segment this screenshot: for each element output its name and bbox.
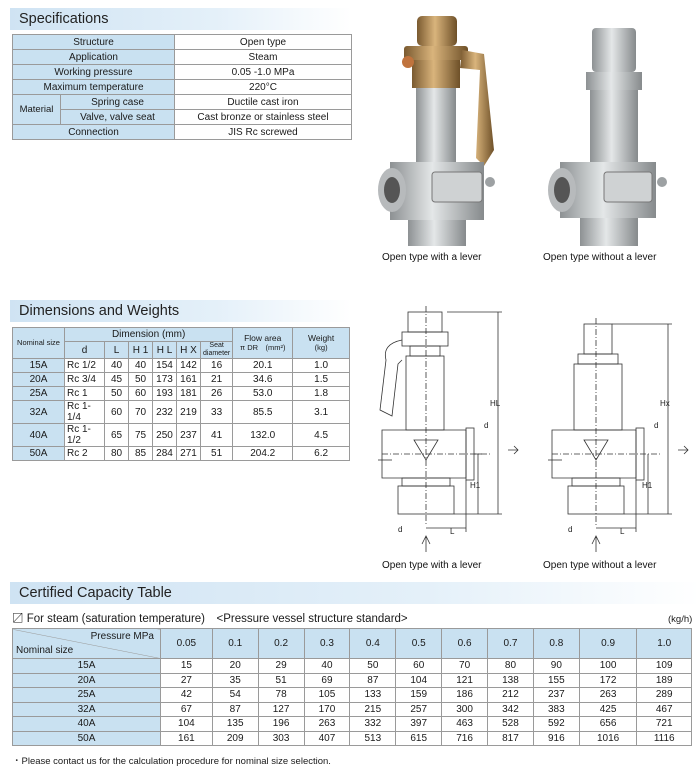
dim-cell-HL: 193 — [153, 387, 177, 401]
dimensions-table — [12, 327, 350, 461]
capacity-value: 513 — [350, 731, 396, 746]
dim-cell-d: Rc 1-1/4 — [65, 401, 105, 424]
label-L-b: L — [620, 527, 625, 536]
size-header: Nominal size — [16, 645, 74, 656]
dim-cell-HX: 181 — [177, 387, 201, 401]
dim-cell-size: 25A — [13, 387, 65, 401]
pressure-column-header: 0.1 — [212, 629, 258, 659]
capacity-value: 109 — [637, 659, 692, 674]
capacity-value: 87 — [212, 702, 258, 717]
dimension-row — [13, 387, 350, 401]
capacity-value: 100 — [579, 659, 637, 674]
valve-with-lever-photo — [372, 10, 502, 250]
dim-cell-L: 40 — [105, 359, 129, 373]
capacity-value: 138 — [488, 673, 534, 688]
capacity-value: 528 — [488, 717, 534, 732]
dimension-drawings — [362, 300, 692, 560]
dim-cell-H1: 50 — [129, 373, 153, 387]
drawing-labels — [398, 399, 670, 536]
dim-cell-H1: 40 — [129, 359, 153, 373]
capacity-value: 50 — [350, 659, 396, 674]
dim-cell-L: 50 — [105, 387, 129, 401]
capacity-value: 51 — [258, 673, 304, 688]
dimension-row — [13, 373, 350, 387]
dim-cell-HX: 271 — [177, 447, 201, 461]
spec-value: Ductile cast iron — [175, 95, 352, 110]
label-H1: H1 — [470, 481, 481, 490]
capacity-value: 20 — [212, 659, 258, 674]
pressure-column-header: 0.6 — [442, 629, 488, 659]
dim-cell-seat: 26 — [201, 387, 233, 401]
capacity-value: 170 — [304, 702, 350, 717]
dimensions-title: Dimensions and Weights — [10, 300, 352, 322]
capacity-value: 127 — [258, 702, 304, 717]
valve-without-lever-photo — [540, 20, 670, 250]
dim-cell-seat: 21 — [201, 373, 233, 387]
capacity-value: 215 — [350, 702, 396, 717]
capacity-size: 25A — [13, 688, 161, 703]
dim-cell-d: Rc 1/2 — [65, 359, 105, 373]
dim-cell-HL: 284 — [153, 447, 177, 461]
pressure-column-header: 0.4 — [350, 629, 396, 659]
col-seat-header: Seat diameter — [201, 342, 233, 359]
dim-cell-seat: 41 — [201, 424, 233, 447]
spec-label: Connection — [13, 125, 175, 140]
capacity-value: 90 — [533, 659, 579, 674]
capacity-table — [12, 628, 692, 746]
flow-area-header: Flow area π DR (mm²) — [233, 328, 293, 359]
pressure-column-header: 0.7 — [488, 629, 534, 659]
capacity-value: 15 — [161, 659, 213, 674]
spec-label: Valve, valve seat — [61, 110, 175, 125]
material-label: Material — [13, 95, 61, 125]
capacity-value: 186 — [442, 688, 488, 703]
photo-caption-without-lever: Open type without a lever — [543, 252, 657, 263]
dim-cell-HL: 173 — [153, 373, 177, 387]
capacity-value: 257 — [396, 702, 442, 717]
dim-cell-size: 20A — [13, 373, 65, 387]
dim-cell-d: Rc 3/4 — [65, 373, 105, 387]
dim-cell-weight: 3.1 — [293, 401, 350, 424]
photo-caption-with-lever: Open type with a lever — [382, 252, 482, 263]
spec-label: Application — [13, 50, 175, 65]
dim-cell-flow: 85.5 — [233, 401, 293, 424]
capacity-value: 189 — [637, 673, 692, 688]
capacity-value: 463 — [442, 717, 488, 732]
spec-row — [13, 110, 352, 125]
dim-cell-seat: 16 — [201, 359, 233, 373]
capacity-value: 397 — [396, 717, 442, 732]
capacity-value: 1016 — [579, 731, 637, 746]
capacity-value: 1116 — [637, 731, 692, 746]
col-HX-header: H X — [177, 342, 201, 359]
label-HX: Hx — [660, 399, 670, 408]
spec-row — [13, 80, 352, 95]
pressure-column-header: 1.0 — [637, 629, 692, 659]
col-HL-header: H L — [153, 342, 177, 359]
spec-label: Maximum temperature — [13, 80, 175, 95]
specifications-table — [12, 34, 352, 140]
spec-value: 0.05 -1.0 MPa — [175, 65, 352, 80]
label-d-right: d — [484, 421, 489, 430]
dim-cell-seat: 51 — [201, 447, 233, 461]
dim-cell-d: Rc 1 — [65, 387, 105, 401]
capacity-value: 300 — [442, 702, 488, 717]
capacity-value: 916 — [533, 731, 579, 746]
capacity-row — [13, 717, 692, 732]
capacity-value: 592 — [533, 717, 579, 732]
pressure-column-header: 0.2 — [258, 629, 304, 659]
capacity-row — [13, 731, 692, 746]
capacity-value: 263 — [579, 688, 637, 703]
capacity-value: 332 — [350, 717, 396, 732]
capacity-value: 78 — [258, 688, 304, 703]
capacity-row — [13, 659, 692, 674]
capacity-row — [13, 673, 692, 688]
dim-cell-HX: 219 — [177, 401, 201, 424]
capacity-value: 27 — [161, 673, 213, 688]
capacity-value: 121 — [442, 673, 488, 688]
capacity-value: 615 — [396, 731, 442, 746]
capacity-value: 155 — [533, 673, 579, 688]
capacity-value: 161 — [161, 731, 213, 746]
spec-row — [13, 65, 352, 80]
drawing-caption-without-lever: Open type without a lever — [543, 560, 657, 571]
dim-cell-flow: 132.0 — [233, 424, 293, 447]
col-d-header: d — [65, 342, 105, 359]
capacity-value: 383 — [533, 702, 579, 717]
spec-row — [13, 95, 352, 110]
capacity-value: 303 — [258, 731, 304, 746]
capacity-value: 407 — [304, 731, 350, 746]
spec-row — [13, 125, 352, 140]
capacity-value: 133 — [350, 688, 396, 703]
capacity-value: 656 — [579, 717, 637, 732]
pressure-header: Pressure MPa — [90, 631, 154, 642]
dim-cell-L: 60 — [105, 401, 129, 424]
dim-cell-HL: 250 — [153, 424, 177, 447]
dim-cell-HX: 161 — [177, 373, 201, 387]
dim-cell-H1: 85 — [129, 447, 153, 461]
capacity-value: 42 — [161, 688, 213, 703]
dim-cell-weight: 6.2 — [293, 447, 350, 461]
label-d-bottom-b: d — [568, 525, 573, 534]
capacity-row — [13, 702, 692, 717]
dim-cell-flow: 20.1 — [233, 359, 293, 373]
dim-cell-size: 32A — [13, 401, 65, 424]
capacity-value: 104 — [161, 717, 213, 732]
dim-cell-flow: 34.6 — [233, 373, 293, 387]
capacity-value: 237 — [533, 688, 579, 703]
dim-cell-weight: 1.5 — [293, 373, 350, 387]
label-d-bottom: d — [398, 525, 403, 534]
capacity-title: Certified Capacity Table — [10, 582, 700, 604]
label-H1-b: H1 — [642, 481, 653, 490]
capacity-value: 159 — [396, 688, 442, 703]
capacity-size: 40A — [13, 717, 161, 732]
dim-cell-flow: 53.0 — [233, 387, 293, 401]
dimension-row — [13, 359, 350, 373]
capacity-subtitle: 〼 For steam (saturation temperature) <Pressure vessel structure standard> — [12, 613, 408, 625]
capacity-value: 104 — [396, 673, 442, 688]
capacity-unit: (kg/h) — [668, 614, 693, 625]
label-L: L — [450, 527, 455, 536]
dim-cell-HX: 237 — [177, 424, 201, 447]
capacity-value: 60 — [396, 659, 442, 674]
capacity-value: 40 — [304, 659, 350, 674]
capacity-note: ・Please contact us for the calculation procedure for nominal size selection. — [12, 756, 331, 767]
spec-label: Spring case — [61, 95, 175, 110]
dim-cell-seat: 33 — [201, 401, 233, 424]
capacity-value: 196 — [258, 717, 304, 732]
spec-value: JIS Rc screwed — [175, 125, 352, 140]
dim-cell-HX: 142 — [177, 359, 201, 373]
capacity-value: 69 — [304, 673, 350, 688]
dim-cell-size: 50A — [13, 447, 65, 461]
capacity-value: 54 — [212, 688, 258, 703]
dim-cell-L: 45 — [105, 373, 129, 387]
pressure-column-header: 0.8 — [533, 629, 579, 659]
dim-cell-H1: 70 — [129, 401, 153, 424]
capacity-row — [13, 688, 692, 703]
capacity-value: 135 — [212, 717, 258, 732]
dim-cell-d: Rc 2 — [65, 447, 105, 461]
dim-cell-size: 40A — [13, 424, 65, 447]
spec-row — [13, 35, 352, 50]
capacity-value: 289 — [637, 688, 692, 703]
dim-cell-d: Rc 1-1/2 — [65, 424, 105, 447]
capacity-value: 80 — [488, 659, 534, 674]
capacity-value: 212 — [488, 688, 534, 703]
pressure-column-header: 0.05 — [161, 629, 213, 659]
dim-cell-H1: 75 — [129, 424, 153, 447]
capacity-corner-header — [13, 629, 161, 659]
capacity-value: 87 — [350, 673, 396, 688]
drawing-caption-with-lever: Open type with a lever — [382, 560, 482, 571]
dim-cell-weight: 4.5 — [293, 424, 350, 447]
nominal-size-header: Nominal size — [13, 328, 65, 359]
dim-cell-size: 15A — [13, 359, 65, 373]
capacity-value: 817 — [488, 731, 534, 746]
label-d-right-b: d — [654, 421, 659, 430]
dim-cell-H1: 60 — [129, 387, 153, 401]
capacity-size: 20A — [13, 673, 161, 688]
dimension-row — [13, 424, 350, 447]
dim-cell-L: 80 — [105, 447, 129, 461]
pressure-column-header: 0.9 — [579, 629, 637, 659]
spec-value: Cast bronze or stainless steel — [175, 110, 352, 125]
capacity-value: 425 — [579, 702, 637, 717]
capacity-size: 15A — [13, 659, 161, 674]
col-H1-header: H 1 — [129, 342, 153, 359]
capacity-size: 32A — [13, 702, 161, 717]
capacity-value: 29 — [258, 659, 304, 674]
capacity-value: 263 — [304, 717, 350, 732]
pressure-column-header: 0.3 — [304, 629, 350, 659]
capacity-size: 50A — [13, 731, 161, 746]
capacity-value: 716 — [442, 731, 488, 746]
dim-cell-HL: 232 — [153, 401, 177, 424]
label-HL: HL — [490, 399, 501, 408]
col-L-header: L — [105, 342, 129, 359]
specifications-title: Specifications — [10, 8, 352, 30]
capacity-value: 721 — [637, 717, 692, 732]
capacity-value: 172 — [579, 673, 637, 688]
dim-cell-L: 65 — [105, 424, 129, 447]
capacity-value: 467 — [637, 702, 692, 717]
dimension-row — [13, 447, 350, 461]
drawing-with-lever — [378, 306, 518, 552]
dimension-row — [13, 401, 350, 424]
capacity-value: 342 — [488, 702, 534, 717]
spec-label: Working pressure — [13, 65, 175, 80]
spec-value: 220°C — [175, 80, 352, 95]
spec-value: Open type — [175, 35, 352, 50]
dim-cell-flow: 204.2 — [233, 447, 293, 461]
dimension-header: Dimension (mm) — [65, 328, 233, 342]
pressure-column-header: 0.5 — [396, 629, 442, 659]
capacity-value: 35 — [212, 673, 258, 688]
capacity-value: 70 — [442, 659, 488, 674]
capacity-value: 105 — [304, 688, 350, 703]
dim-cell-weight: 1.8 — [293, 387, 350, 401]
capacity-value: 209 — [212, 731, 258, 746]
capacity-value: 67 — [161, 702, 213, 717]
spec-row — [13, 50, 352, 65]
dim-cell-weight: 1.0 — [293, 359, 350, 373]
dim-cell-HL: 154 — [153, 359, 177, 373]
weight-header: Weight (kg) — [293, 328, 350, 359]
drawing-without-lever — [548, 318, 688, 552]
spec-label: Structure — [13, 35, 175, 50]
spec-value: Steam — [175, 50, 352, 65]
